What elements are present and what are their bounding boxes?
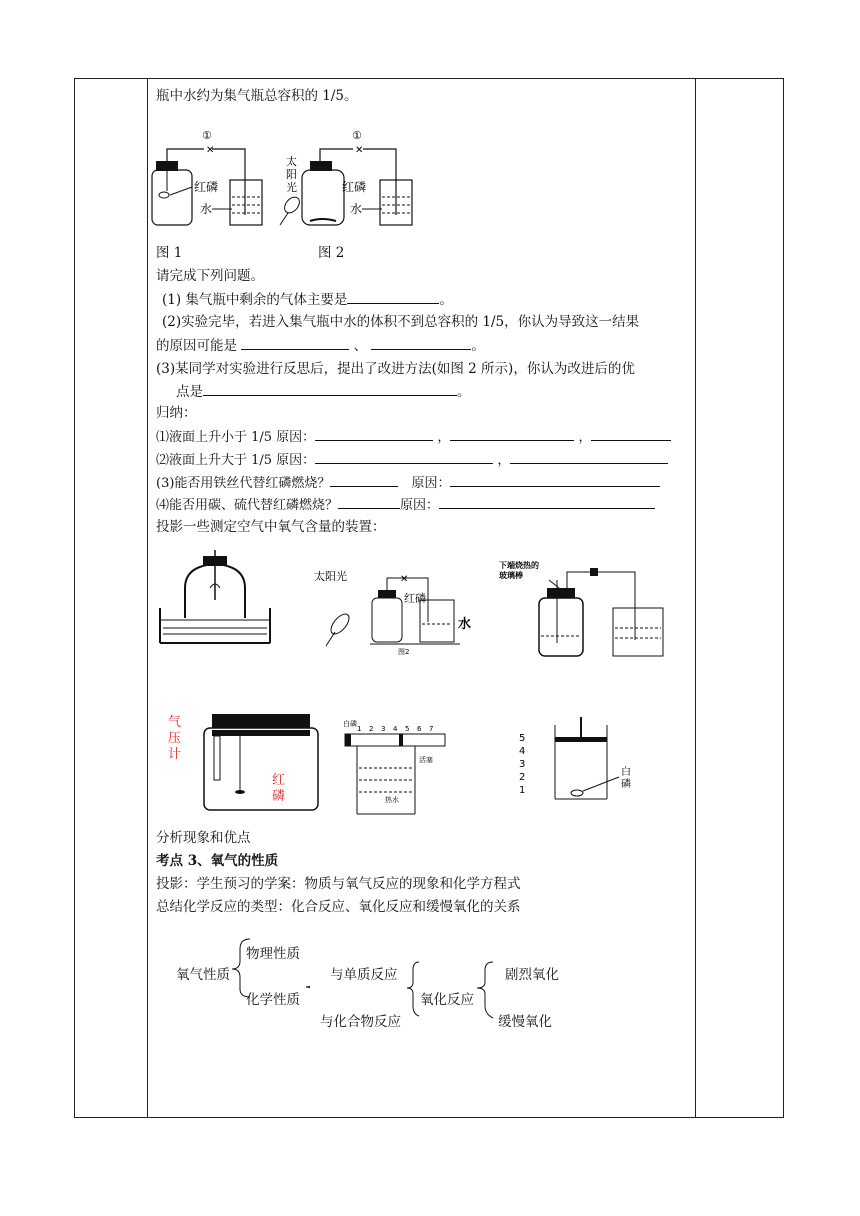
gauge-1: 气 xyxy=(168,715,182,730)
tree-slow: 缓慢氧化 xyxy=(498,1014,552,1030)
answer-blank[interactable] xyxy=(338,495,400,509)
analysis-line: 分析现象和优点 xyxy=(156,830,251,846)
question-3-line-2: 点是 。 xyxy=(176,384,471,400)
answer-blank[interactable] xyxy=(450,427,574,441)
summary-3: (3)能否用铁丝代替红磷燃烧？ 原因： xyxy=(156,473,660,493)
answer-blank[interactable] xyxy=(241,336,349,350)
question-3-line-1: (3)某同学对实验进行反思后，提出了改进方法(如图 2 所示)，你认为改进后的优 xyxy=(156,361,635,377)
scale-tick-3: 3 xyxy=(381,725,386,733)
cyl-whitep-2: 磷 xyxy=(621,779,631,790)
prompt: 请完成下列问题。 xyxy=(156,268,264,284)
scale-tick-2: 2 xyxy=(369,725,374,733)
answer-blank[interactable] xyxy=(315,427,433,441)
question-2-line-1: (2)实验完毕，若进入集气瓶中水的体积不到总容积的 1/5，你认为导致这一结果 xyxy=(162,314,640,330)
tree-compound: 与化合物反应 xyxy=(320,1014,401,1030)
scale-ticks xyxy=(357,725,433,733)
summary-2: ⑵液面上升大于 1/5 原因： ， xyxy=(156,450,668,470)
hot-rod-label-1: 下端烧热的 xyxy=(499,561,539,570)
fig2-redp-label: 红磷 xyxy=(342,180,367,194)
keypoint-3: 考点 3、氧气的性质 xyxy=(156,853,279,869)
tree-oxid: 氧化反应 xyxy=(420,992,474,1008)
gauge-3: 计 xyxy=(168,747,182,762)
svg-text:✕: ✕ xyxy=(355,145,364,156)
fig2-caption: 图 2 xyxy=(318,245,345,261)
svg-text:✕: ✕ xyxy=(400,574,409,585)
cyl-tick-1: 1 xyxy=(519,785,526,796)
projection-2: 投影：学生预习的学案：物质与氧气反应的现象和化学方程式 xyxy=(156,876,521,892)
question-2-line-2: 的原因可能是 、 。 xyxy=(156,338,485,354)
gauge-redp-2: 磷 xyxy=(272,789,286,804)
tree-phys: 物理性质 xyxy=(246,946,300,962)
scale-tick-1: 1 xyxy=(357,725,362,733)
fig1-bottle xyxy=(152,170,192,225)
scale-tick-6: 6 xyxy=(417,725,422,733)
answer-blank[interactable] xyxy=(439,495,655,509)
apparatus-sunlight xyxy=(300,562,480,657)
scale-piston: 活塞 xyxy=(419,756,433,764)
intro-line: 瓶中水约为集气瓶总容积的 1/5。 xyxy=(156,88,358,104)
tree-chem: 化学性质 xyxy=(246,992,300,1008)
scale-tick-7: 7 xyxy=(429,725,434,733)
question-1: (1) 集气瓶中剩余的气体主要是 。 xyxy=(162,292,453,308)
gauge-2: 压 xyxy=(168,731,182,746)
answer-blank[interactable] xyxy=(450,473,660,487)
apparatus-scale-tube xyxy=(335,718,455,818)
cyl-tick-2: 2 xyxy=(519,772,526,783)
fig1-beaker xyxy=(230,180,262,225)
fig2-sun-1: 太 xyxy=(286,155,297,168)
cyl-tick-3: 3 xyxy=(519,759,526,770)
cyl-tick-5: 5 xyxy=(519,733,526,744)
fig1-circle-label: ① xyxy=(202,129,212,142)
column-divider-right xyxy=(695,79,696,1117)
answer-blank[interactable] xyxy=(371,336,471,350)
gauge-redp-1: 红 xyxy=(272,773,286,788)
apparatus-hot-rod xyxy=(495,558,670,658)
scale-tick-4: 4 xyxy=(393,725,398,733)
answer-blank[interactable] xyxy=(315,450,493,464)
app2-redp: 红磷 xyxy=(404,592,426,605)
fig2-bottle xyxy=(302,170,344,225)
app2-water: 水 xyxy=(458,617,472,632)
scale-hotwater: 热水 xyxy=(385,796,399,804)
fig1-redp-label: 红磷 xyxy=(194,180,219,194)
summary-2-line: 总结化学反应的类型：化合反应、氧化反应和缓慢氧化的关系 xyxy=(156,899,521,915)
cyl-tick-4: 4 xyxy=(519,746,526,757)
cyl-whitep-1: 白 xyxy=(621,767,631,778)
app2-caption: 图2 xyxy=(398,648,410,656)
figure-1-2 xyxy=(150,125,430,235)
projection-line: 投影一些测定空气中氧气含量的装置： xyxy=(156,519,386,535)
summary-heading: 归纳： xyxy=(156,405,197,421)
summary-4: ⑷能否用碳、硫代替红磷燃烧？ 原因： xyxy=(156,495,655,515)
scale-whitep: 白磷 xyxy=(343,720,357,728)
apparatus-gauge xyxy=(160,708,325,813)
fig2-sun-3: 光 xyxy=(286,181,297,194)
fig1-clamp: ✕ xyxy=(206,145,215,156)
apparatus-cylinder xyxy=(515,715,645,805)
column-divider-left xyxy=(147,79,148,1117)
scale-tick-5: 5 xyxy=(405,725,410,733)
summary-1: ⑴液面上升小于 1/5 原因： ， ， xyxy=(156,427,671,447)
fig2-circle-label: ① xyxy=(352,129,362,142)
fig1-water-label: 水 xyxy=(200,202,213,216)
tree-violent: 剧烈氧化 xyxy=(505,967,559,983)
fig1-caption: 图 1 xyxy=(156,245,183,261)
answer-blank[interactable] xyxy=(347,290,439,304)
answer-blank[interactable] xyxy=(591,427,671,441)
tree-element: 与单质反应 xyxy=(330,967,398,983)
answer-blank[interactable] xyxy=(330,473,398,487)
fig2-sun-2: 阳 xyxy=(286,168,297,181)
apparatus-bell-jar xyxy=(155,548,275,656)
tree-root: 氧气性质 xyxy=(176,967,230,983)
fig1-stopper xyxy=(156,161,178,171)
cylinder-scale xyxy=(519,733,525,796)
hot-rod-label-2: 玻璃棒 xyxy=(499,571,523,580)
answer-blank[interactable] xyxy=(510,450,668,464)
fig2-water-label: 水 xyxy=(350,202,363,216)
answer-blank[interactable] xyxy=(203,382,457,396)
sun-label: 太阳光 xyxy=(314,570,347,583)
